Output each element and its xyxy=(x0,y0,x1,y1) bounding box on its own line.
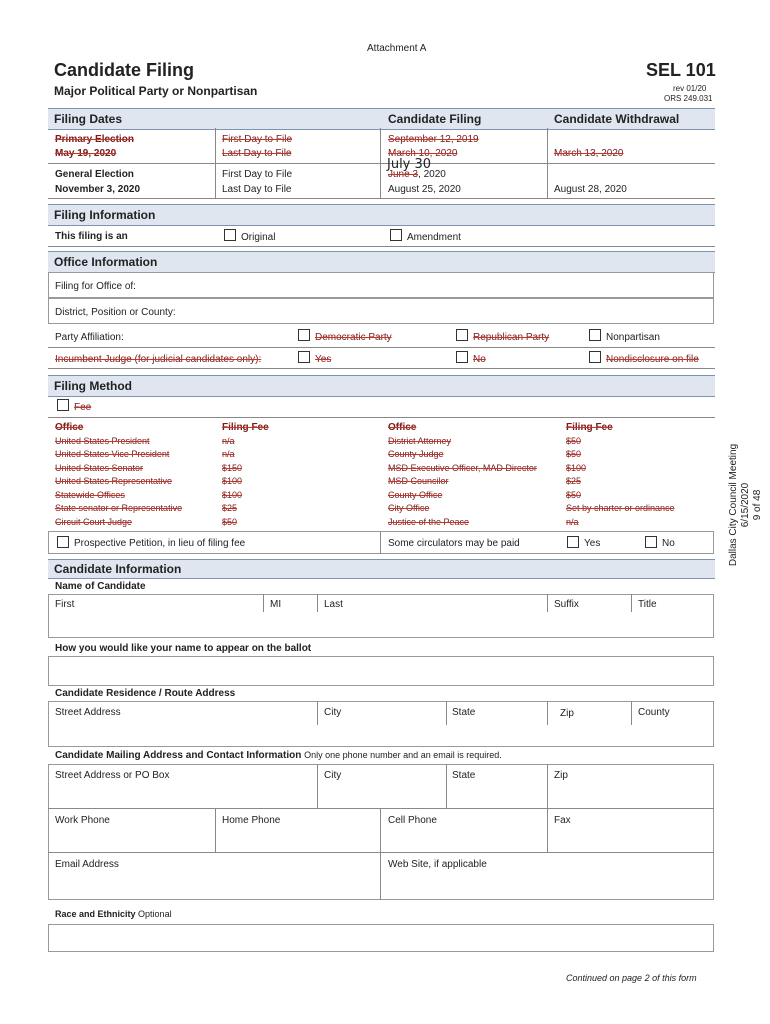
general-filing-first-year: , 2020 xyxy=(418,169,446,180)
name-fields xyxy=(48,594,714,638)
home-phone-field[interactable]: Home Phone xyxy=(222,815,281,826)
primary-filing-last: March 10, 2020 xyxy=(388,148,458,159)
website-field[interactable]: Web Site, if applicable xyxy=(388,859,487,870)
office-name: County Judge xyxy=(388,449,444,459)
office-name: United States Vice President xyxy=(55,449,170,459)
office-col-right: Office xyxy=(388,422,417,433)
incumbent-yes-checkbox[interactable] xyxy=(298,351,310,363)
circulators-yes-label: Yes xyxy=(584,538,601,549)
mailing-state-field[interactable]: State xyxy=(452,770,476,781)
race-field[interactable] xyxy=(48,924,714,952)
filing-dates-header xyxy=(48,108,715,130)
mailing-street-field[interactable]: Street Address or PO Box xyxy=(55,770,170,781)
ballot-name-field[interactable] xyxy=(48,656,714,686)
residence-city-field[interactable]: City xyxy=(324,707,342,718)
office-name: MSD Executive Officer, MAD Director xyxy=(388,463,537,473)
mailing-label-row xyxy=(55,750,502,761)
party-affiliation-label: Party Affiliation: xyxy=(55,332,124,343)
circulators-no-label: No xyxy=(662,538,675,549)
office-name: United States Senator xyxy=(55,463,144,473)
general-filing-first-struck: June 3 xyxy=(388,169,419,180)
mailing-label: Candidate Mailing Address and Contact Information xyxy=(55,750,302,761)
circulators-yes-checkbox[interactable] xyxy=(567,536,579,548)
office-information-header xyxy=(48,251,715,273)
office-fee: $150 xyxy=(222,463,243,473)
office-name: State senator or Representative xyxy=(55,503,183,513)
form-subtitle: Major Political Party or Nonpartisan xyxy=(54,84,258,98)
form-code: SEL 101 xyxy=(646,60,716,80)
amendment-label: Amendment xyxy=(407,232,461,243)
mailing-city-field[interactable]: City xyxy=(324,770,342,781)
candidate-information-header xyxy=(48,559,715,579)
suffix-field[interactable]: Suffix xyxy=(554,599,579,610)
filing-method-header xyxy=(48,375,715,397)
fax-field[interactable]: Fax xyxy=(554,815,571,826)
continued-note: Continued on page 2 of this form xyxy=(566,973,697,983)
circulators-label: Some circulators may be paid xyxy=(388,538,520,549)
office-fee: Set by charter or ordinance xyxy=(566,503,675,513)
office-fee: $50 xyxy=(566,449,582,459)
fee-checkbox[interactable] xyxy=(57,399,69,411)
nondisclosure-label: Nondisclosure on file xyxy=(606,354,699,365)
primary-election-date: May 19, 2020 xyxy=(55,148,117,159)
filing-dates-label: Filing Dates xyxy=(54,112,123,126)
general-first-day: First Day to File xyxy=(222,169,293,180)
nonpartisan-checkbox[interactable] xyxy=(589,329,601,341)
ballot-name-label: How you would like your name to appear on the ballot xyxy=(55,643,312,654)
democratic-label: Democratic Party xyxy=(315,332,392,343)
office-field[interactable] xyxy=(48,272,714,298)
republican-label: Republican Party xyxy=(473,332,550,343)
primary-first-day: First Day to File xyxy=(222,134,293,145)
residence-county-field[interactable]: County xyxy=(638,707,670,718)
email-field[interactable]: Email Address xyxy=(55,859,119,870)
petition-checkbox[interactable] xyxy=(57,536,69,548)
work-phone-field[interactable]: Work Phone xyxy=(55,815,110,826)
fee-col-left: Filing Fee xyxy=(222,422,269,433)
candidate-information-label: Candidate Information xyxy=(54,562,182,576)
incumbent-no-label: No xyxy=(473,354,486,365)
this-filing-label: This filing is an xyxy=(55,231,128,242)
office-name: United States Representative xyxy=(55,476,173,486)
office-name: United States President xyxy=(55,436,150,446)
office-fee: n/a xyxy=(566,517,579,527)
original-checkbox[interactable] xyxy=(224,229,236,241)
residence-street-field[interactable]: Street Address xyxy=(55,707,121,718)
office-fee: n/a xyxy=(222,436,235,446)
original-label: Original xyxy=(241,232,276,243)
mailing-fields xyxy=(48,764,714,900)
filing-method-label: Filing Method xyxy=(54,379,132,393)
general-withdrawal: August 28, 2020 xyxy=(554,184,627,195)
office-fee: $50 xyxy=(566,490,582,500)
office-name: City Office xyxy=(388,503,430,513)
revision: rev 01/20 xyxy=(673,84,707,93)
district-label: District, Position or County: xyxy=(55,307,176,318)
mailing-note: Only one phone number and an email is required. xyxy=(304,750,502,760)
fee-col-right: Filing Fee xyxy=(566,422,613,433)
primary-withdrawal: March 13, 2020 xyxy=(554,148,624,159)
candidate-filing-col: Candidate Filing xyxy=(388,112,482,126)
incumbent-no-checkbox[interactable] xyxy=(456,351,468,363)
incumbent-judge-label: Incumbent Judge (for judicial candidates only): xyxy=(55,354,262,365)
nonpartisan-label: Nonpartisan xyxy=(606,332,660,343)
stamp-line-2: 6/15/2020 xyxy=(740,482,751,528)
ors-reference: ORS 249.031 xyxy=(664,94,713,103)
office-name: County Office xyxy=(388,490,443,500)
residence-fields xyxy=(48,701,714,747)
stamp-line-3: 9 of 48 xyxy=(752,489,763,521)
primary-filing-first: September 12, 2019 xyxy=(388,134,479,145)
incumbent-yes-label: Yes xyxy=(315,354,332,365)
office-information-label: Office Information xyxy=(54,255,158,269)
residence-label: Candidate Residence / Route Address xyxy=(55,688,236,699)
residence-state-field[interactable]: State xyxy=(452,707,476,718)
side-stamp xyxy=(728,410,764,600)
general-election-date: November 3, 2020 xyxy=(55,184,141,195)
primary-last-day: Last Day to File xyxy=(222,148,292,159)
democratic-checkbox[interactable] xyxy=(298,329,310,341)
circulators-no-checkbox[interactable] xyxy=(645,536,657,548)
primary-election-label: Primary Election xyxy=(55,134,134,145)
cell-phone-field[interactable]: Cell Phone xyxy=(388,815,437,826)
race-optional: Optional xyxy=(138,909,172,919)
middle-initial-field[interactable]: MI xyxy=(270,599,282,610)
office-fee: $100 xyxy=(222,476,243,486)
filing-for-office-label: Filing for Office of: xyxy=(55,281,136,292)
general-election-label: General Election xyxy=(55,169,134,180)
general-last-day: Last Day to File xyxy=(222,184,292,195)
attachment-label: Attachment A xyxy=(367,43,427,54)
stamp-line-1: Dallas City Council Meeting xyxy=(728,443,739,567)
residence-zip-field[interactable]: Zip xyxy=(560,708,574,719)
office-fee: $25 xyxy=(222,503,238,513)
amendment-checkbox[interactable] xyxy=(390,229,402,241)
office-fee: $50 xyxy=(222,517,238,527)
handwritten-date: July 30 xyxy=(387,157,432,172)
office-name: Statewide Offices xyxy=(55,490,125,500)
name-of-candidate-label: Name of Candidate xyxy=(55,581,146,592)
office-name: MSD Councilor xyxy=(388,476,449,486)
race-label-row xyxy=(55,909,172,919)
office-fee: $50 xyxy=(566,436,582,446)
filing-information-label: Filing Information xyxy=(54,208,156,222)
first-name-field[interactable]: First xyxy=(55,599,75,610)
general-filing-last: August 25, 2020 xyxy=(388,184,461,195)
candidate-withdrawal-col: Candidate Withdrawal xyxy=(554,112,680,126)
office-fee: $25 xyxy=(566,476,582,486)
office-name: District Attorney xyxy=(388,436,452,446)
office-name: Circuit Court Judge xyxy=(55,517,133,527)
office-name: Justice of the Peace xyxy=(388,517,470,527)
office-col-left: Office xyxy=(55,422,84,433)
fee-label: Fee xyxy=(74,402,92,413)
race-label: Race and Ethnicity xyxy=(55,909,136,919)
form-title: Candidate Filing xyxy=(54,60,195,80)
mailing-zip-field[interactable]: Zip xyxy=(554,770,568,781)
filing-information-header xyxy=(48,204,715,226)
office-fee: n/a xyxy=(222,449,235,459)
office-fee: $100 xyxy=(222,490,243,500)
last-name-field[interactable]: Last xyxy=(324,599,343,610)
office-fee: $100 xyxy=(566,463,587,473)
nondisclosure-checkbox[interactable] xyxy=(589,351,601,363)
republican-checkbox[interactable] xyxy=(456,329,468,341)
petition-label: Prospective Petition, in lieu of filing fee xyxy=(74,538,246,549)
title-field[interactable]: Title xyxy=(638,599,657,610)
